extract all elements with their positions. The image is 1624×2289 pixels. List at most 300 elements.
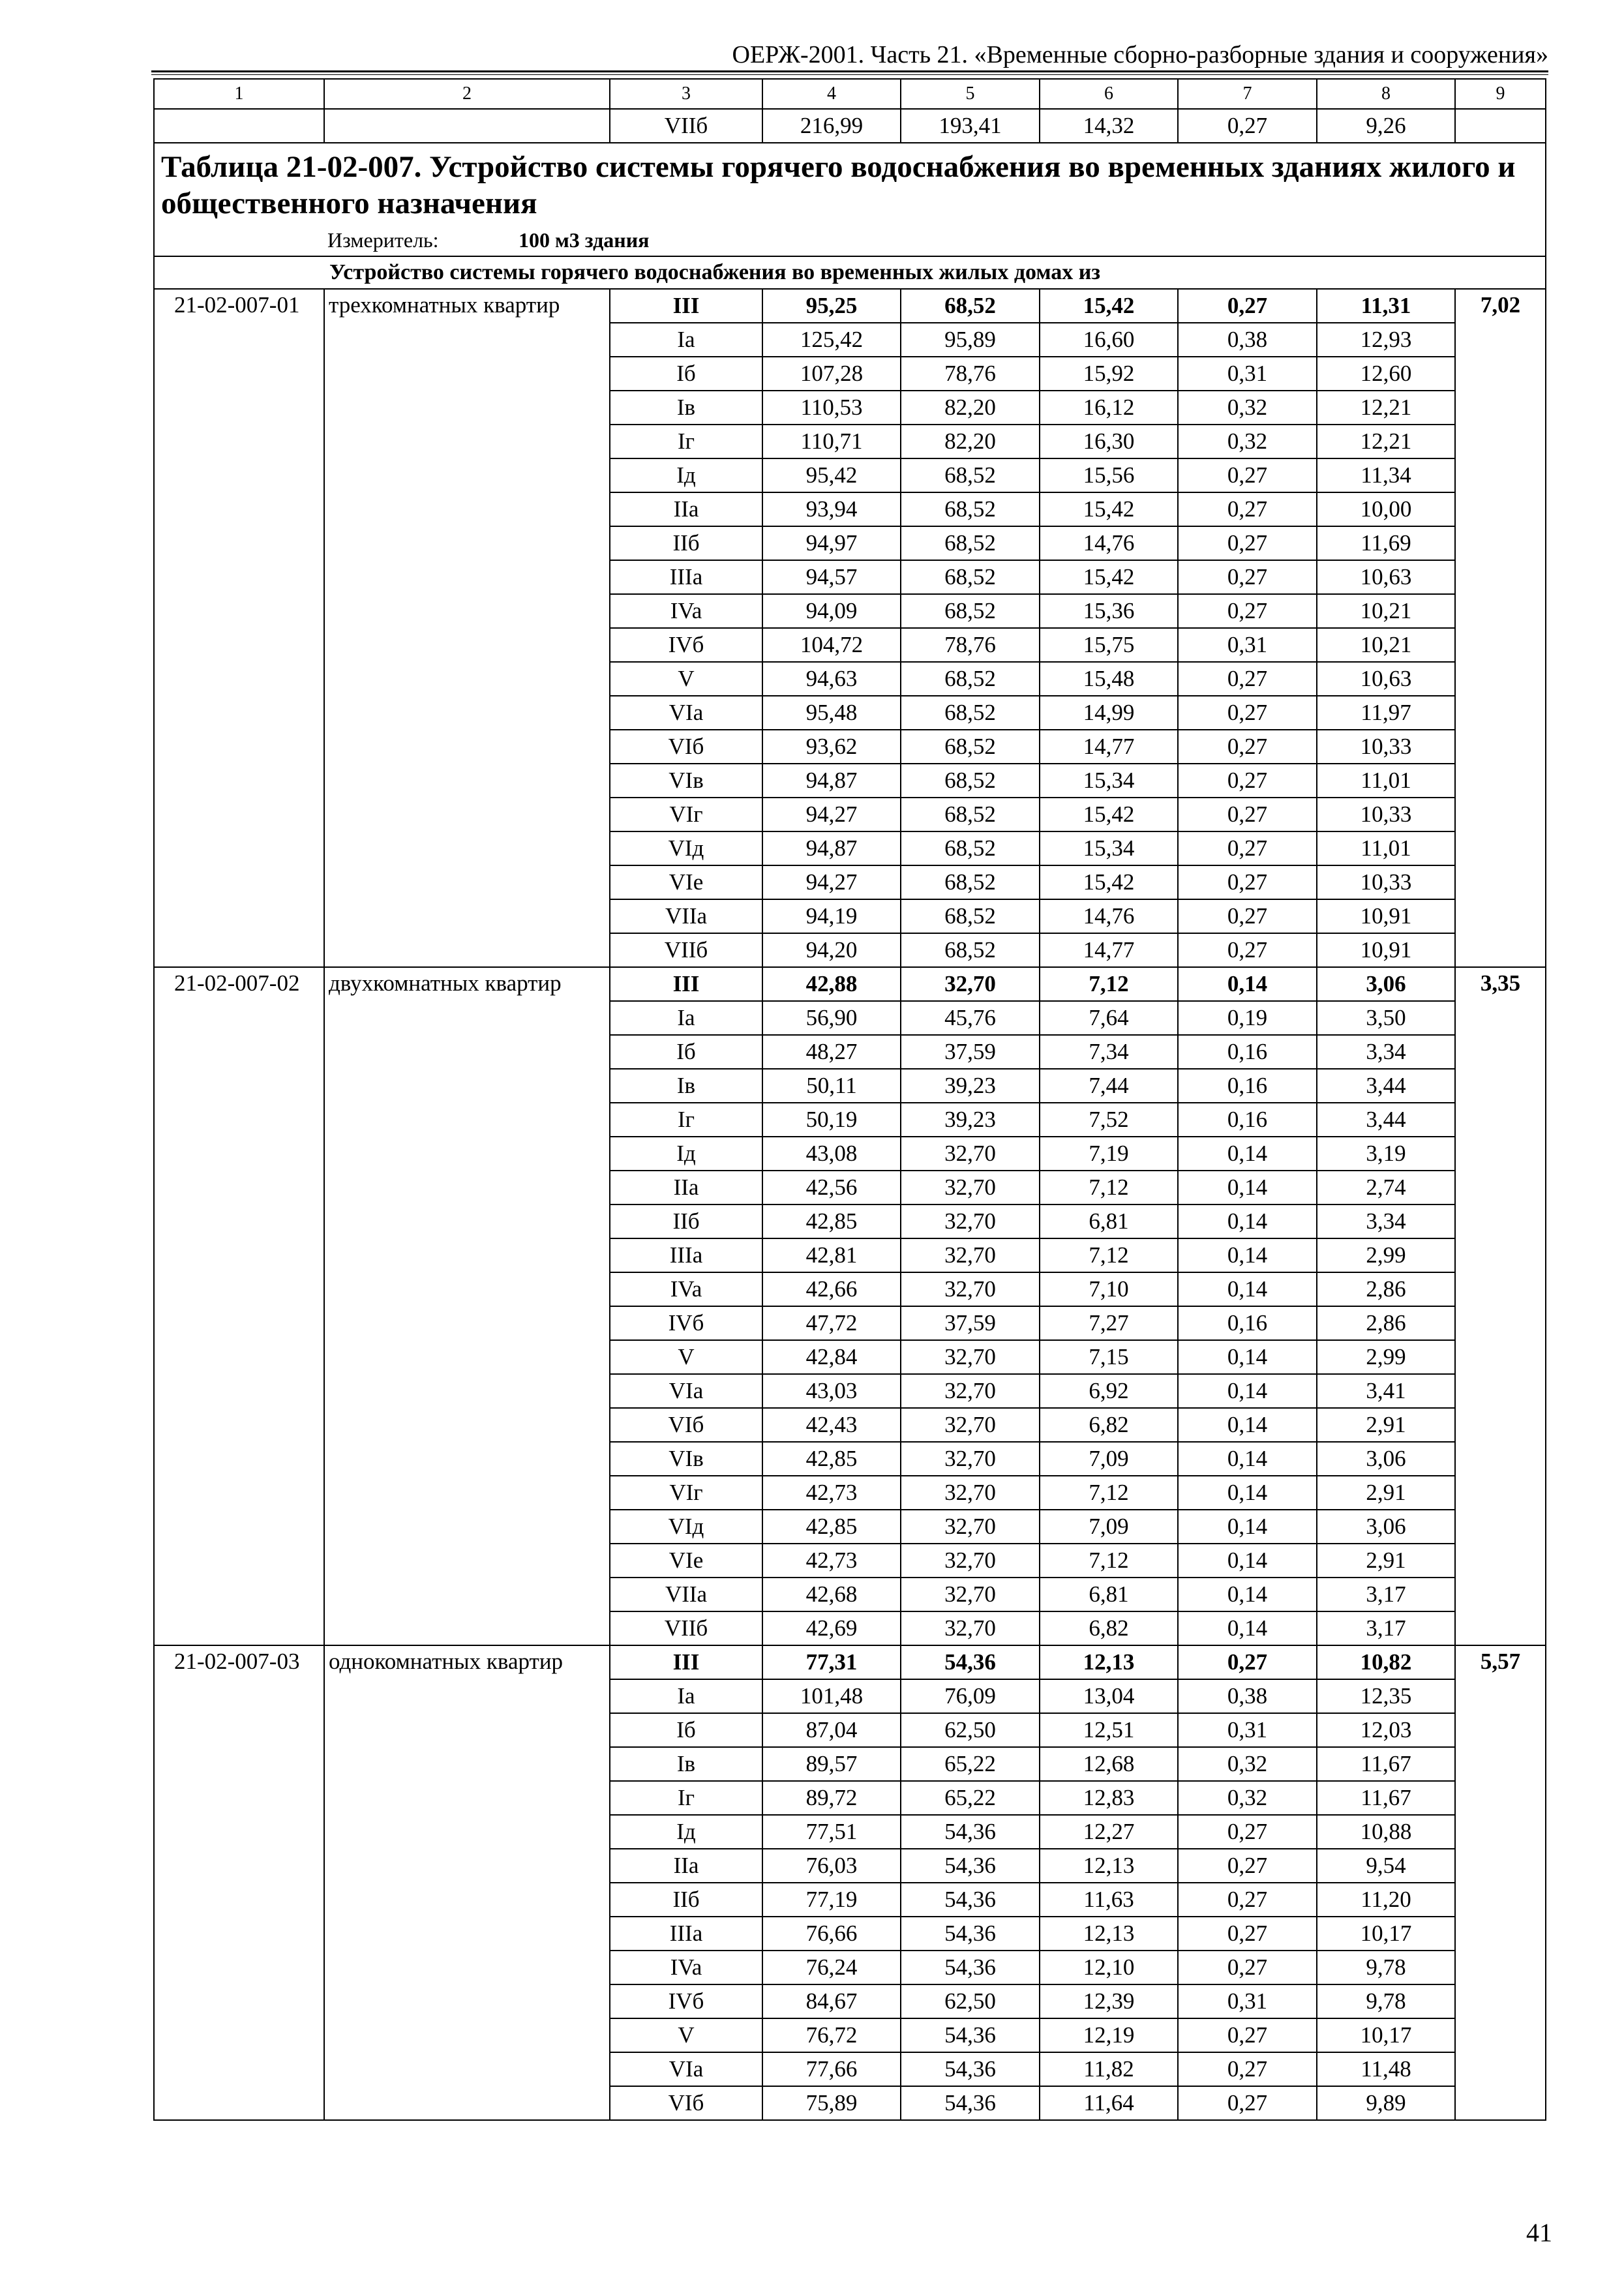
zone-cell: Iд [610,1815,762,1849]
value-cell: 11,67 [1317,1781,1455,1815]
value-cell: 54,36 [901,1849,1040,1883]
value-cell: 14,77 [1040,730,1178,764]
value-cell: 15,75 [1040,628,1178,662]
value-cell: 12,10 [1040,1951,1178,1984]
value-cell: 32,70 [901,1510,1040,1544]
value-cell: 50,19 [762,1103,901,1137]
value-cell: 10,33 [1317,865,1455,899]
value-cell: 78,76 [901,357,1040,391]
item-code: 21-02-007-01 [154,289,324,967]
value-cell: 0,16 [1178,1306,1317,1340]
header-rule-thin [151,74,1548,75]
value-cell: 32,70 [901,1204,1040,1238]
table-row [154,1645,1546,1679]
value-cell: 7,09 [1040,1510,1178,1544]
zone-cell: VIв [610,1442,762,1476]
value-cell: 0,14 [1178,1137,1317,1171]
value-cell: 0,38 [1178,323,1317,357]
zone-cell: Ia [610,1679,762,1713]
zone-cell: III [610,1645,762,1679]
value-cell: 0,31 [1178,1713,1317,1747]
section-row [154,256,1546,289]
value-cell: 39,23 [901,1069,1040,1103]
value-cell: 54,36 [901,1951,1040,1984]
zone-cell: IVб [610,1984,762,2018]
table-row [154,967,1546,1001]
value-cell: 12,13 [1040,1917,1178,1951]
value-cell: 0,16 [1178,1035,1317,1069]
table-title: Таблица 21-02-007. Устройство системы горячего водоснабжения во временных зданиях жилого и общественного назначения [161,150,1516,220]
value-cell: 84,67 [762,1984,901,2018]
value-cell: 11,63 [1040,1883,1178,1917]
zone-cell: VIг [610,798,762,831]
zone-cell: IVa [610,594,762,628]
value-cell: 3,06 [1317,1442,1455,1476]
value-cell: 43,08 [762,1137,901,1171]
value-cell: 68,52 [901,289,1040,323]
value-cell: 7,12 [1040,1171,1178,1204]
value-cell: 125,42 [762,323,901,357]
value-cell: 3,17 [1317,1578,1455,1611]
value-cell: 42,56 [762,1171,901,1204]
value-cell: 12,51 [1040,1713,1178,1747]
value-cell: 9,54 [1317,1849,1455,1883]
value-cell: 89,57 [762,1747,901,1781]
title-cell [154,143,1546,256]
value-cell: 0,27 [1178,730,1317,764]
value-cell: 6,81 [1040,1204,1178,1238]
value-cell: 12,21 [1317,425,1455,458]
zone-cell: VIa [610,2052,762,2086]
value-cell: 2,86 [1317,1306,1455,1340]
title-row [154,143,1546,256]
zone-cell: IIб [610,1204,762,1238]
value-cell: 0,32 [1178,425,1317,458]
header-rule [151,70,1548,72]
value-cell: 0,27 [1178,109,1317,143]
value-cell: 77,51 [762,1815,901,1849]
value-cell: 0,27 [1178,2018,1317,2052]
item-description: однокомнатных квартир [324,1645,610,2120]
value-cell: 54,36 [901,2018,1040,2052]
value-cell: 10,33 [1317,798,1455,831]
value-cell: 0,27 [1178,696,1317,730]
value-cell: 78,76 [901,628,1040,662]
value-cell: 6,82 [1040,1408,1178,1442]
zone-cell: Iд [610,1137,762,1171]
zone-cell: Iг [610,425,762,458]
value-cell: 68,52 [901,594,1040,628]
value-cell: 0,32 [1178,391,1317,425]
column-number: 6 [1040,79,1178,109]
value-cell: 11,01 [1317,764,1455,798]
zone-cell: VIa [610,1374,762,1408]
value-cell: 0,27 [1178,458,1317,492]
value-cell: 3,06 [1317,967,1455,1001]
value-cell: 0,27 [1178,764,1317,798]
value-cell: 7,12 [1040,1544,1178,1578]
zone-cell: Ia [610,1001,762,1035]
value-cell: 10,21 [1317,594,1455,628]
value-cell: 16,12 [1040,391,1178,425]
value-cell: 10,63 [1317,560,1455,594]
value-cell: 14,99 [1040,696,1178,730]
measure-line [161,226,1540,254]
zone-cell: IVб [610,1306,762,1340]
value-cell: 3,44 [1317,1103,1455,1137]
zone-cell: IIa [610,492,762,526]
value-cell: 16,60 [1040,323,1178,357]
value-cell: 10,00 [1317,492,1455,526]
value-cell: 0,14 [1178,1204,1317,1238]
value-cell: 32,70 [901,1442,1040,1476]
value-cell: 10,82 [1317,1645,1455,1679]
value-cell: 12,35 [1317,1679,1455,1713]
column-number: 1 [154,79,324,109]
value-cell: 42,85 [762,1204,901,1238]
column-number: 7 [1178,79,1317,109]
value-cell: 42,85 [762,1510,901,1544]
zone-cell: IIIa [610,1238,762,1272]
item-code: 21-02-007-03 [154,1645,324,2120]
value-cell: 12,83 [1040,1781,1178,1815]
value-cell: 94,63 [762,662,901,696]
value-cell: 15,42 [1040,865,1178,899]
value-cell: 68,52 [901,730,1040,764]
column-number: 5 [901,79,1040,109]
value-cell: 32,70 [901,1137,1040,1171]
zone-cell: IVa [610,1951,762,1984]
value-cell: 12,60 [1317,357,1455,391]
zone-cell: VIIб [610,933,762,967]
value-cell: 0,27 [1178,560,1317,594]
table-body [154,79,1546,2120]
zone-cell: III [610,967,762,1001]
value-cell: 94,27 [762,865,901,899]
measure-unit: 100 м3 здания [519,228,650,252]
value-cell: 15,48 [1040,662,1178,696]
value-cell: 42,69 [762,1611,901,1645]
value-cell: 0,27 [1178,526,1317,560]
zone-cell: VIб [610,1408,762,1442]
value-cell: 3,06 [1317,1510,1455,1544]
value-cell: 42,85 [762,1442,901,1476]
value-cell: 32,70 [901,1408,1040,1442]
value-cell: 0,14 [1178,1340,1317,1374]
value-cell: 15,42 [1040,560,1178,594]
value-cell: 110,71 [762,425,901,458]
value-cell: 10,17 [1317,1917,1455,1951]
value-cell: 45,76 [901,1001,1040,1035]
value-cell: 9,89 [1317,2086,1455,2120]
value-cell: 42,73 [762,1544,901,1578]
value-cell: 37,59 [901,1035,1040,1069]
value-cell: 77,31 [762,1645,901,1679]
zone-cell: Iг [610,1103,762,1137]
value-cell: 12,03 [1317,1713,1455,1747]
value-cell: 7,52 [1040,1103,1178,1137]
col9-value: 3,35 [1455,967,1546,1645]
value-cell: 0,31 [1178,357,1317,391]
description-cell [324,109,610,143]
value-cell: 15,34 [1040,764,1178,798]
value-cell: 15,42 [1040,798,1178,831]
column-number: 2 [324,79,610,109]
code-cell [154,109,324,143]
zone-cell: V [610,1340,762,1374]
value-cell: 54,36 [901,2086,1040,2120]
value-cell: 12,21 [1317,391,1455,425]
zone-cell: VIIa [610,1578,762,1611]
value-cell: 2,91 [1317,1476,1455,1510]
value-cell: 15,56 [1040,458,1178,492]
value-cell: 2,99 [1317,1340,1455,1374]
value-cell: 95,89 [901,323,1040,357]
value-cell: 10,33 [1317,730,1455,764]
value-cell: 0,27 [1178,2086,1317,2120]
zone-cell: IIб [610,526,762,560]
value-cell: 14,77 [1040,933,1178,967]
value-cell: 68,52 [901,798,1040,831]
zone-cell: Iб [610,1713,762,1747]
value-cell: 76,09 [901,1679,1040,1713]
zone-cell: Iв [610,1747,762,1781]
value-cell: 11,31 [1317,289,1455,323]
running-header: ОЕРЖ-2001. Часть 21. «Временные сборно-разборные здания и сооружения» [732,41,1548,68]
value-cell: 10,91 [1317,933,1455,967]
value-cell: 0,31 [1178,628,1317,662]
value-cell: 10,17 [1317,2018,1455,2052]
item-code: 21-02-007-02 [154,967,324,1645]
value-cell: 216,99 [762,109,901,143]
value-cell: 0,32 [1178,1781,1317,1815]
value-cell: 11,82 [1040,2052,1178,2086]
value-cell: 95,42 [762,458,901,492]
value-cell: 15,42 [1040,492,1178,526]
value-cell: 11,01 [1317,831,1455,865]
value-cell: 94,20 [762,933,901,967]
value-cell: 75,89 [762,2086,901,2120]
value-cell: 7,12 [1040,967,1178,1001]
value-cell: 2,91 [1317,1544,1455,1578]
value-cell: 32,70 [901,1544,1040,1578]
value-cell: 0,27 [1178,492,1317,526]
value-cell: 42,68 [762,1578,901,1611]
value-cell: 15,42 [1040,289,1178,323]
value-cell: 0,38 [1178,1679,1317,1713]
zone-cell: Iг [610,1781,762,1815]
zone-cell: VIIa [610,899,762,933]
value-cell: 0,14 [1178,1544,1317,1578]
value-cell: 0,27 [1178,662,1317,696]
value-cell: 14,32 [1040,109,1178,143]
value-cell: 50,11 [762,1069,901,1103]
value-cell: 11,48 [1317,2052,1455,2086]
value-cell: 54,36 [901,1815,1040,1849]
value-cell: 76,66 [762,1917,901,1951]
value-cell: 10,91 [1317,899,1455,933]
zone-cell: Iб [610,357,762,391]
value-cell: 0,27 [1178,2052,1317,2086]
value-cell: 42,66 [762,1272,901,1306]
col9-value: 5,57 [1455,1645,1546,2120]
value-cell: 0,32 [1178,1747,1317,1781]
zone-cell: Iд [610,458,762,492]
value-cell: 77,19 [762,1883,901,1917]
zone-cell: VIг [610,1476,762,1510]
value-cell: 65,22 [901,1747,1040,1781]
value-cell: 32,70 [901,1171,1040,1204]
value-cell: 2,74 [1317,1171,1455,1204]
value-cell: 48,27 [762,1035,901,1069]
value-cell: 93,94 [762,492,901,526]
zone-cell: VIIб [610,1611,762,1645]
page-number: 41 [1526,2218,1552,2247]
value-cell: 107,28 [762,357,901,391]
section-heading: Устройство системы горячего водоснабжения во временных жилых домах из [154,256,1546,289]
value-cell: 68,52 [901,492,1040,526]
value-cell: 7,34 [1040,1035,1178,1069]
value-cell: 15,34 [1040,831,1178,865]
value-cell: 9,78 [1317,1984,1455,2018]
value-cell: 9,78 [1317,1951,1455,1984]
zone-cell: Ia [610,323,762,357]
value-cell: 54,36 [901,1917,1040,1951]
value-cell: 32,70 [901,1238,1040,1272]
value-cell: 10,88 [1317,1815,1455,1849]
value-cell: 12,39 [1040,1984,1178,2018]
value-cell: 2,99 [1317,1238,1455,1272]
value-cell: 7,15 [1040,1340,1178,1374]
value-cell: 0,27 [1178,1849,1317,1883]
column-number: 8 [1317,79,1455,109]
value-cell: 0,14 [1178,1374,1317,1408]
value-cell: 0,27 [1178,1815,1317,1849]
value-cell: 11,20 [1317,1883,1455,1917]
value-cell: 0,27 [1178,1645,1317,1679]
value-cell: 10,21 [1317,628,1455,662]
value-cell: 39,23 [901,1103,1040,1137]
value-cell: 76,24 [762,1951,901,1984]
value-cell: 0,27 [1178,594,1317,628]
value-cell: 95,48 [762,696,901,730]
value-cell: 0,27 [1178,798,1317,831]
measure-label: Измеритель: [327,228,439,252]
value-cell: 13,04 [1040,1679,1178,1713]
value-cell: 68,52 [901,662,1040,696]
value-cell: 77,66 [762,2052,901,2086]
value-cell: 0,14 [1178,1578,1317,1611]
value-cell: 76,03 [762,1849,901,1883]
value-cell: 0,14 [1178,1476,1317,1510]
value-cell: 11,69 [1317,526,1455,560]
value-cell: 6,92 [1040,1374,1178,1408]
value-cell: 94,97 [762,526,901,560]
value-cell: 94,57 [762,560,901,594]
col9-value: 7,02 [1455,289,1546,967]
column-number: 4 [762,79,901,109]
value-cell: 0,14 [1178,1238,1317,1272]
zone-cell: VIб [610,2086,762,2120]
value-cell: 7,12 [1040,1476,1178,1510]
value-cell: 82,20 [901,425,1040,458]
value-cell: 68,52 [901,865,1040,899]
value-cell: 9,26 [1317,109,1455,143]
zone-cell: Iб [610,1035,762,1069]
value-cell: 68,52 [901,899,1040,933]
zone-cell: VIб [610,730,762,764]
value-cell: 42,43 [762,1408,901,1442]
value-cell: 62,50 [901,1713,1040,1747]
value-cell: 32,70 [901,1374,1040,1408]
zone-cell: IIIa [610,560,762,594]
value-cell: 54,36 [901,2052,1040,2086]
zone-cell: VIв [610,764,762,798]
value-cell: 0,27 [1178,1951,1317,1984]
value-cell: 32,70 [901,1476,1040,1510]
value-cell: 12,13 [1040,1849,1178,1883]
value-cell: 43,03 [762,1374,901,1408]
value-cell: 93,62 [762,730,901,764]
value-cell: 82,20 [901,391,1040,425]
value-cell: 94,87 [762,764,901,798]
carryover-row [154,109,1546,143]
value-cell: 6,82 [1040,1611,1178,1645]
value-cell: 42,81 [762,1238,901,1272]
value-cell: 104,72 [762,628,901,662]
value-cell: 0,14 [1178,1442,1317,1476]
value-cell: 0,19 [1178,1001,1317,1035]
value-cell: 68,52 [901,831,1040,865]
zone-cell: IIIa [610,1917,762,1951]
value-cell: 0,14 [1178,1408,1317,1442]
value-cell: 2,91 [1317,1408,1455,1442]
value-cell: 7,44 [1040,1069,1178,1103]
value-cell: 94,87 [762,831,901,865]
value-cell: 7,10 [1040,1272,1178,1306]
zone-cell: V [610,2018,762,2052]
value-cell: 0,27 [1178,289,1317,323]
value-cell: 3,44 [1317,1069,1455,1103]
column-number: 3 [610,79,762,109]
zone-cell: Iв [610,1069,762,1103]
column-number: 9 [1455,79,1546,109]
value-cell: 3,34 [1317,1204,1455,1238]
value-cell: 11,67 [1317,1747,1455,1781]
value-cell: 12,93 [1317,323,1455,357]
value-cell: 14,76 [1040,899,1178,933]
value-cell: 68,52 [901,560,1040,594]
value-cell: 42,84 [762,1340,901,1374]
value-cell: 56,90 [762,1001,901,1035]
value-cell: 32,70 [901,1272,1040,1306]
value-cell: 11,97 [1317,696,1455,730]
value-cell: 0,27 [1178,1917,1317,1951]
value-cell: 0,14 [1178,1510,1317,1544]
value-cell: 0,27 [1178,933,1317,967]
zone-cell: V [610,662,762,696]
value-cell: 101,48 [762,1679,901,1713]
zone-cell: VIa [610,696,762,730]
value-cell: 0,31 [1178,1984,1317,2018]
value-cell: 47,72 [762,1306,901,1340]
value-cell: 32,70 [901,1611,1040,1645]
zone-cell: VIe [610,865,762,899]
zone-cell: IIa [610,1849,762,1883]
value-cell: 94,19 [762,899,901,933]
zone-cell: VIд [610,831,762,865]
zone-cell: VIe [610,1544,762,1578]
